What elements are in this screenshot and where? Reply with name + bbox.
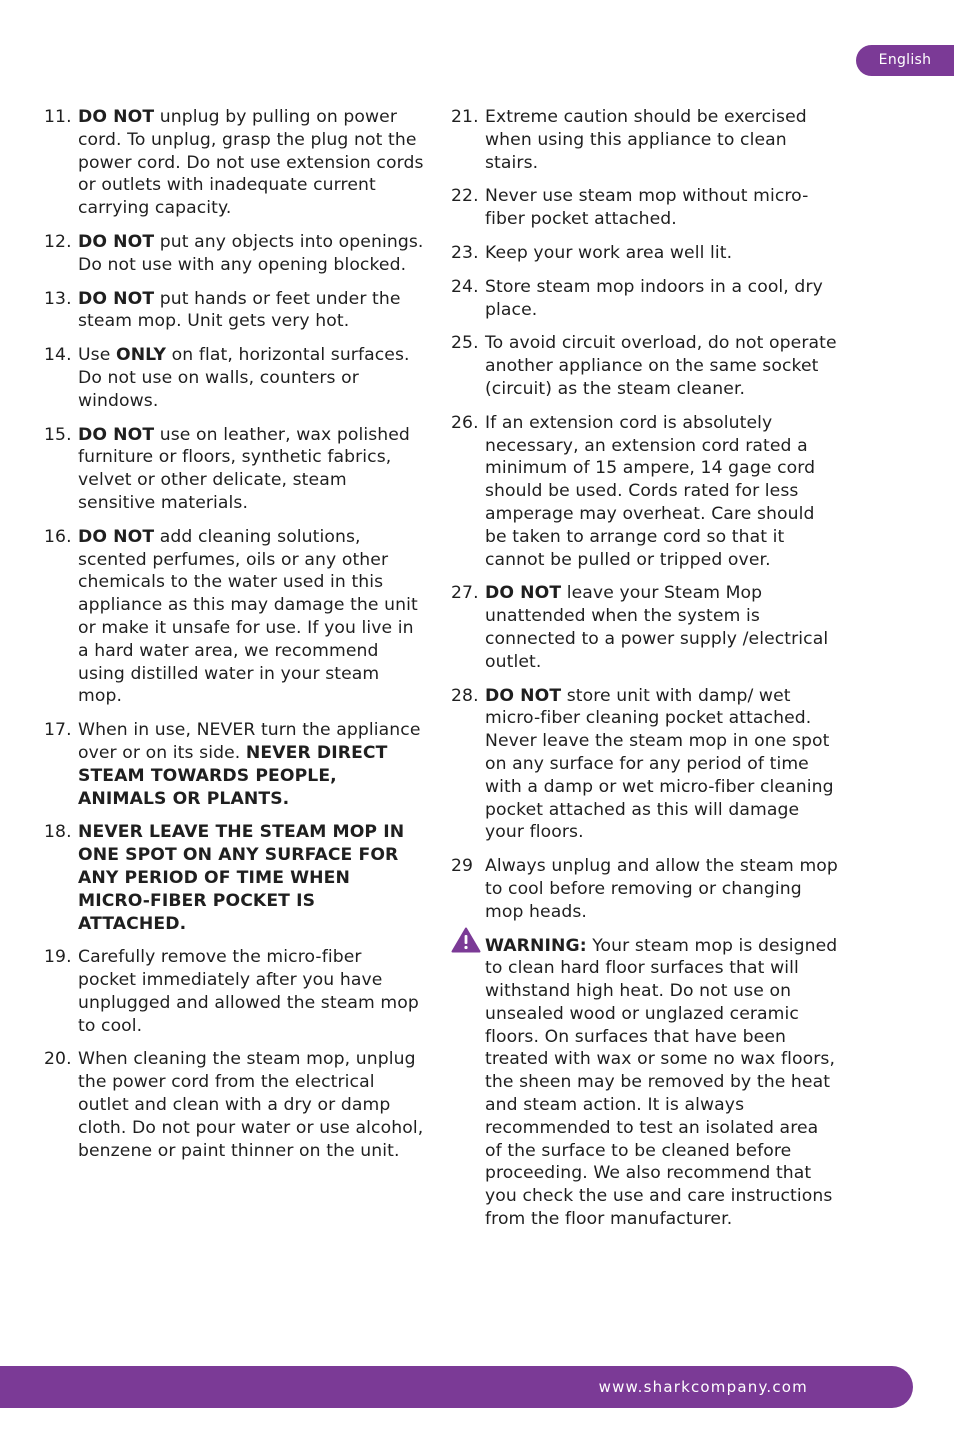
list-item (40, 231, 425, 277)
list-item (40, 288, 425, 334)
list-item (40, 344, 425, 412)
warning-triangle-icon (451, 927, 481, 953)
list-item (40, 821, 425, 935)
item-lead-text: To avoid circuit overload, do not operate another appliance on the same socket (circuit) as the steam cleaner. (485, 333, 837, 399)
item-number: 14. (44, 345, 72, 366)
item-number: 15. (44, 424, 72, 445)
item-number: 24. (451, 276, 479, 297)
item-number: 21. (451, 107, 479, 127)
left-column (40, 106, 425, 1173)
list-item (40, 719, 425, 810)
item-lead-text: When in use, NEVER turn the appliance over or on its side. (78, 720, 421, 763)
warning-text: Your steam mop is designed to clean hard floor surfaces that will withstand high heat. Do not use on unsealed wood or unglazed ceramic floors. On surfaces that have been treated with wax or some no wax floors, the sheen may be removed by the heat and steam action. It is always recommended to test an isolated area of the surface to be cleaned before proceeding. We also recommend that you check the use and care instructions from the floor manufacturer. (485, 935, 838, 1230)
item-number: 22. (451, 186, 479, 207)
list-item (447, 276, 839, 322)
item-number: 26. (451, 412, 479, 433)
list-item (447, 106, 839, 174)
item-lead-text: Store steam mop indoors in a cool, dry place. (485, 276, 823, 320)
item-text: on flat, horizontal surfaces. Do not use on walls, counters or windows. (78, 345, 410, 411)
right-column (447, 106, 839, 1231)
item-number: 12. (44, 231, 72, 252)
item-text: use on leather, wax polished furniture or floors, synthetic fabrics, velvet or other delicate, steam sensitive materials. (78, 424, 410, 513)
item-number: 25. (451, 333, 479, 354)
item-lead-text: Carefully remove the micro-fiber pocket immediately after you have unplugged and allowed the steam mop to cool. (78, 947, 419, 1036)
list-item (447, 685, 839, 845)
list-item (447, 332, 839, 400)
item-lead-text: Always unplug and allow the steam mop to cool before removing or changing mop heads. (485, 856, 838, 922)
item-lead-text: Use (78, 345, 116, 366)
item-emphasis: NEVER LEAVE THE STEAM MOP IN ONE SPOT ON ANY SURFACE FOR ANY PERIOD OF TIME WHEN MICRO-FIBER POCKET IS ATTACHED. (78, 822, 405, 934)
website-link[interactable]: www.sharkcompany.com (598, 1378, 808, 1396)
item-emphasis: NEVER DIRECT STEAM TOWARDS PEOPLE, ANIMALS OR PLANTS. (78, 742, 388, 809)
warning-block (447, 935, 839, 1231)
item-number: 20. (44, 1049, 72, 1070)
item-emphasis: ONLY (115, 345, 167, 366)
item-emphasis: DO NOT (78, 231, 155, 252)
list-item (40, 526, 425, 708)
warning-label: WARNING: (485, 935, 587, 956)
item-number: 19. (44, 947, 72, 968)
list-item (447, 855, 839, 923)
item-lead-text: Never use steam mop without micro-fiber pocket attached. (485, 186, 809, 230)
footer-bar (0, 1366, 913, 1408)
list-item (40, 946, 425, 1037)
list-item (447, 185, 839, 231)
item-lead-text: Keep your work area well lit. (485, 242, 733, 263)
item-emphasis: DO NOT (78, 107, 155, 127)
item-lead-text: If an extension cord is absolutely necessary, an extension cord rated a minimum of 15 ampere, 14 gage cord should be used. Cords rated for less amperage may overheat. Care should be taken to arrange cord so that it cannot be pulled or tripped over. (485, 412, 816, 570)
item-text: add cleaning solutions, scented perfumes, oils or any other chemicals to the water used in this appliance as this may damage the unit or make it unsafe for use. If you live in a hard water area, we recommend using distilled water in your steam mop. (78, 526, 418, 707)
item-emphasis: DO NOT (78, 526, 155, 547)
list-item (447, 412, 839, 572)
item-lead-text: When cleaning the steam mop, unplug the power cord from the electrical outlet and clean with a dry or damp cloth. Do not pour water or use alcohol, benzene or paint thinner on the unit. (78, 1049, 424, 1161)
list-item (447, 582, 839, 673)
item-lead-text: Extreme caution should be exercised when using this appliance to clean stairs. (485, 107, 807, 173)
language-tab[interactable]: English (856, 45, 954, 76)
item-emphasis: DO NOT (485, 583, 562, 604)
item-number: 23. (451, 242, 479, 263)
item-text: put any objects into openings. Do not use with any opening blocked. (78, 231, 424, 275)
item-text: store unit with damp/ wet micro-fiber cleaning pocket attached. Never leave the steam mop in one spot on any surface for any period of time with a damp or wet micro-fiber cleaning pocket attached as this will damage your floors. (485, 685, 834, 843)
item-text: unplug by pulling on power cord. To unplug, grasp the plug not the power cord. Do not use extension cords or outlets with inadequate current carrying capacity. (78, 107, 424, 219)
item-number: 13. (44, 288, 72, 309)
item-text: put hands or feet under the steam mop. Unit gets very hot. (78, 288, 401, 332)
list-item (40, 1048, 425, 1162)
item-text: leave your Steam Mop unattended when the system is connected to a power supply /electrical outlet. (485, 583, 829, 672)
item-number: 29 (451, 856, 474, 877)
list-item (447, 242, 839, 265)
item-number: 27. (451, 583, 479, 604)
item-emphasis: DO NOT (78, 288, 155, 309)
item-number: 17. (44, 720, 72, 741)
list-item (40, 424, 425, 515)
item-emphasis: DO NOT (485, 685, 562, 706)
item-emphasis: DO NOT (78, 424, 155, 445)
list-item (40, 106, 425, 220)
item-number: 11. (44, 107, 72, 127)
item-number: 18. (44, 822, 72, 843)
item-number: 16. (44, 526, 72, 547)
item-number: 28. (451, 685, 479, 706)
